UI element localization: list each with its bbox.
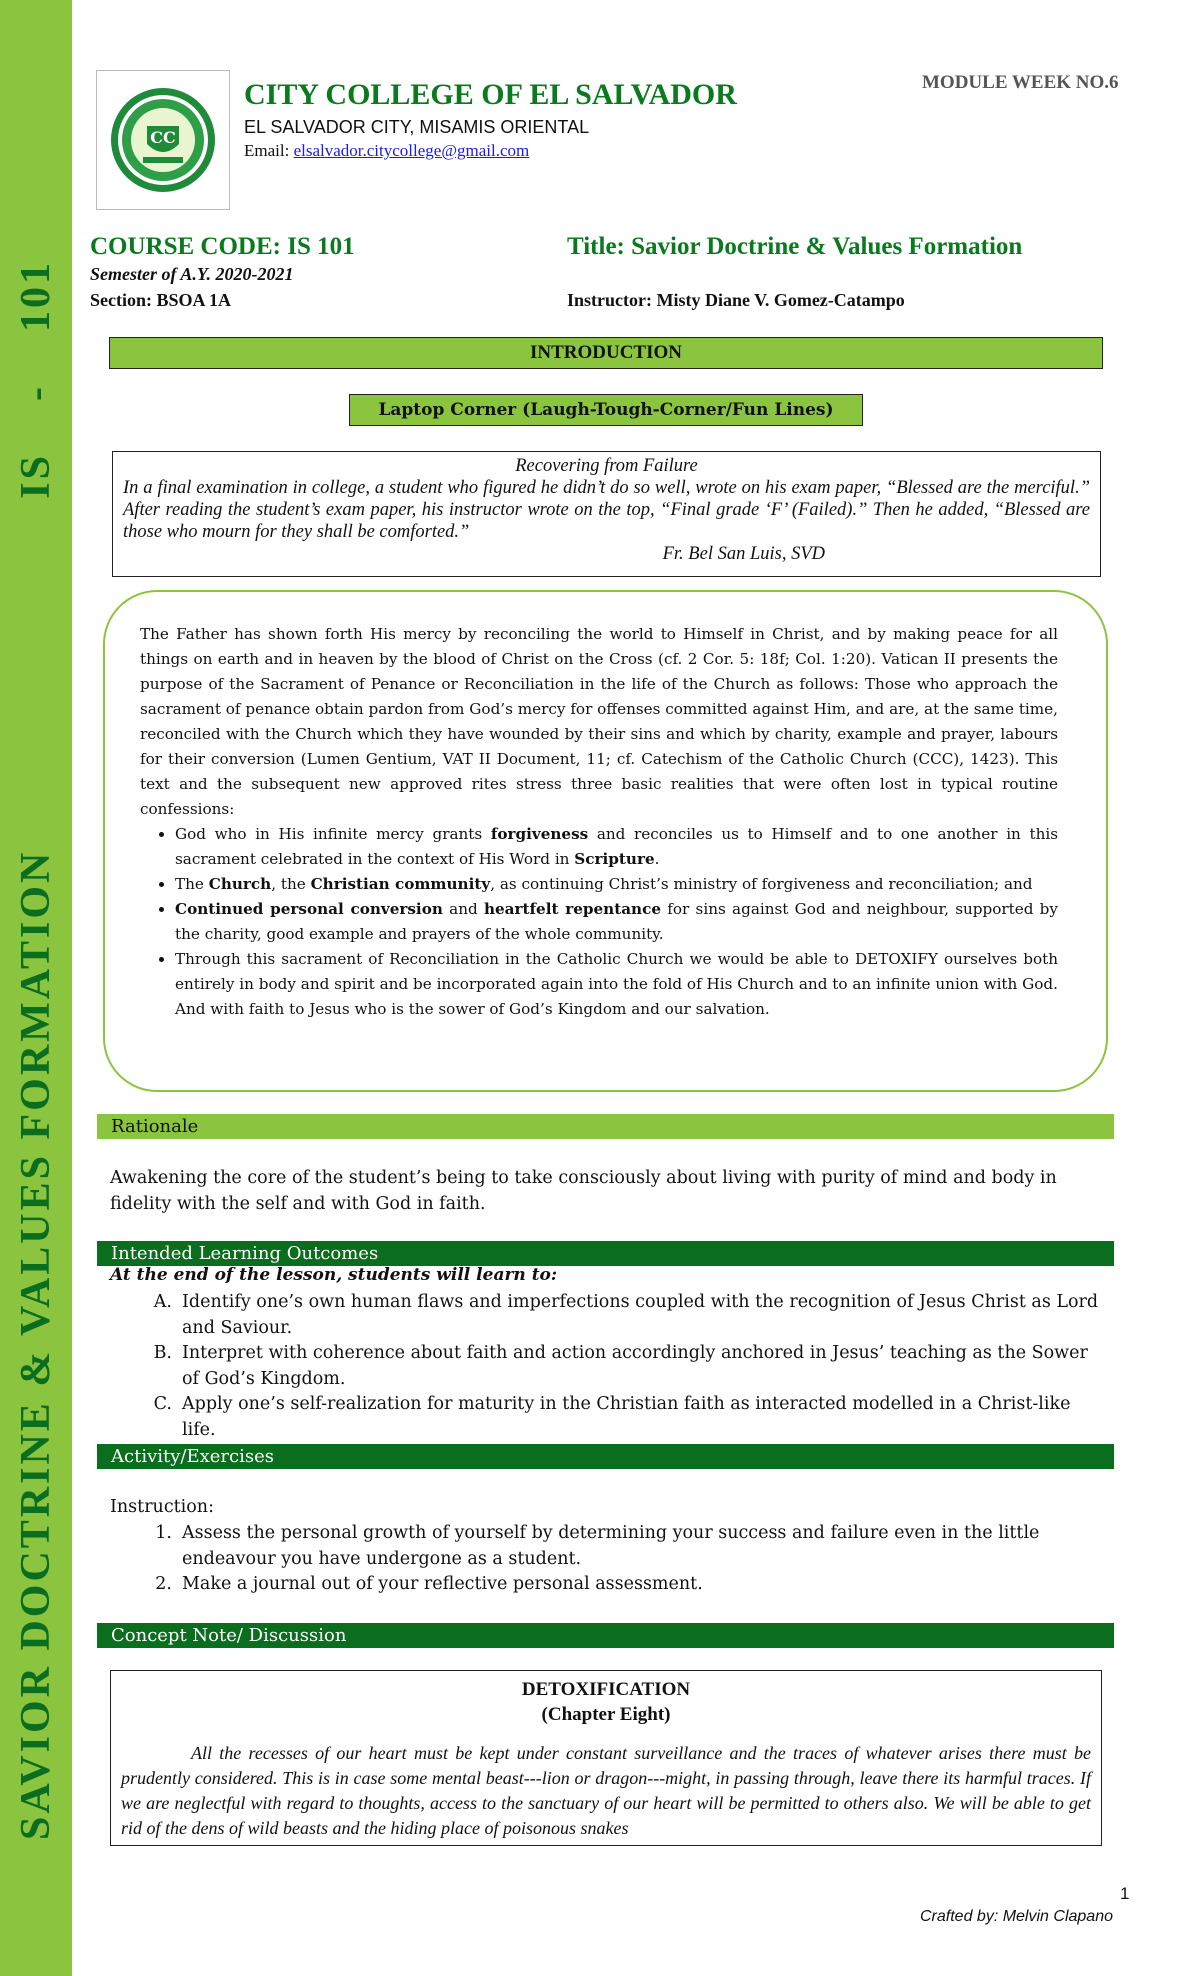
intro-paragraph: The Father has shown forth His mercy by reconciling the world to Himself in Christ, and by making peace for all things on earth and in heaven by the blood of Christ on the Cross (cf. 2 Cor. 5: 18f; Col. 1:20). Vatican II presents the purpose of the Sacrament of Penance or Reconciliation in the life of the Church as follows: Those who approach the sacrament of penance obtain pardon from God’s mercy for offenses committed against Him, and are, at the same time, reconciled with the Church which they have wounded by their sins and which by charity, example and prayer, labours for their conversion (Lumen Gentium, VAT II Document, 11; cf. Catechism of the Catholic Church (CCC), 1423). This text and the subsequent new approved rites stress three basic realities that were often lost in typical routine confessions: — [140, 625, 1058, 818]
svg-text:CC: CC — [150, 128, 176, 147]
ilo-lead: At the end of the lesson, students will learn to: — [110, 1265, 558, 1285]
quote-title: Recovering from Failure — [515, 456, 698, 476]
sidebar-vertical-title — [12, 260, 60, 1840]
list-item: C. Apply one’s self-realization for maturity in the Christian faith as interacted modelled in a Christ-like life. — [153, 1394, 1071, 1440]
module-week: MODULE WEEK NO.6 — [922, 72, 1119, 93]
activity-instruction: Instruction: — [110, 1497, 214, 1517]
intro-text — [140, 622, 1058, 1062]
sidebar-course: IS - 101 — [13, 260, 59, 499]
laptop-corner-heading: Laptop Corner (Laugh-Tough-Corner/Fun Lines) — [349, 394, 863, 426]
college-seal-icon — [97, 71, 229, 209]
rationale-heading: Rationale — [97, 1114, 1114, 1139]
section: Section: BSOA 1A — [90, 290, 232, 310]
activity-heading: Activity/Exercises — [97, 1444, 1114, 1469]
page-number: 1 — [1120, 1884, 1130, 1903]
list-item: 1. Assess the personal growth of yourself by determining your success and failure even in the little endeavour you have undergone as a student. — [155, 1523, 1040, 1569]
intro-bullet-list — [140, 822, 1058, 1022]
quote-body: In a final examination in college, a student who figured he didn’t do so well, wrote on his exam paper, “Blessed are the merciful.” After reading the student’s exam paper, his instructor wrote on the top, “Final grade ‘F’ (Failed).” Then he added, “Blessed are those who mourn for they shall be comforted.” — [123, 478, 1090, 542]
list-item: • Continued personal conversion and heartfelt repentance for sins against God and neighbour, supported by the charity, good example and prayers of the whole community. — [175, 897, 1058, 947]
list-item: B. Interpret with coherence about faith and action accordingly anchored in Jesus’ teaching as the Sower of God’s Kingdom. — [153, 1343, 1088, 1389]
course-title: Title: Savior Doctrine & Values Formation — [567, 233, 1023, 260]
list-item: A. Identify one’s own human flaws and imperfections coupled with the recognition of Jesus Christ as Lord and Saviour. — [153, 1292, 1099, 1338]
quote-author: Fr. Bel San Luis, SVD — [662, 544, 825, 564]
college-name: CITY COLLEGE OF EL SALVADOR — [244, 78, 737, 111]
college-city: EL SALVADOR CITY, MISAMIS ORIENTAL — [244, 117, 590, 137]
ilo-list — [110, 1290, 1102, 1443]
introduction-heading: INTRODUCTION — [109, 337, 1103, 369]
list-item: 2. Make a journal out of your reflective personal assessment. — [155, 1574, 703, 1594]
sidebar-subject: SAVIOR DOCTRINE & VALUES FORMATION — [13, 849, 59, 1840]
email-label: Email: — [244, 141, 294, 160]
college-email — [244, 141, 529, 161]
concept-heading: Concept Note/ Discussion — [97, 1623, 1114, 1648]
detoxification-body: All the recesses of our heart must be kept under constant surveillance and the traces of whatever arises there must be prudently considered. This is in case some mental beast---lion or dragon---might, in passing through, leave there its harmful traces. If we are neglectful with regard to thoughts, access to the sanctuary of our heart will be permitted to others also. We will be able to get rid of the dens of wild beasts and the hiding place of poisonous snakes — [121, 1743, 1091, 1838]
detoxification-box — [110, 1670, 1102, 1846]
activity-list — [110, 1521, 1102, 1598]
instructor: Instructor: Misty Diane V. Gomez-Catampo — [567, 290, 905, 310]
detoxification-chapter: (Chapter Eight) — [541, 1704, 671, 1725]
course-code: COURSE CODE: IS 101 — [90, 233, 355, 260]
list-item: • Through this sacrament of Reconciliation in the Catholic Church we would be able to DETOXIFY ourselves both entirely in body and spirit and be incorporated again into the fold of His Church and to an infinite union with God. And with faith to Jesus who is the sower of God’s Kingdom and our salvation. — [175, 947, 1058, 1022]
list-item: • God who in His infinite mercy grants forgiveness and reconciles us to Himself and to one another in this sacrament celebrated in the context of His Word in Scripture. — [175, 822, 1058, 872]
email-link[interactable]: elsalvador.citycollege@gmail.com — [293, 141, 530, 160]
detoxification-title: DETOXIFICATION — [521, 1679, 691, 1700]
rationale-text: Awakening the core of the student’s being to take consciously about living with purity of mind and body in fidelity with the self and with God in faith. — [110, 1168, 1057, 1214]
semester: Semester of A.Y. 2020-2021 — [90, 264, 294, 284]
ilo-heading: Intended Learning Outcomes — [97, 1241, 1114, 1266]
list-item: • The Church, the Christian community, as continuing Christ’s ministry of forgiveness and reconciliation; and — [175, 872, 1058, 897]
college-logo — [96, 70, 230, 210]
quote-box — [112, 451, 1101, 577]
crafted-by: Crafted by: Melvin Clapano — [920, 1908, 1113, 1925]
